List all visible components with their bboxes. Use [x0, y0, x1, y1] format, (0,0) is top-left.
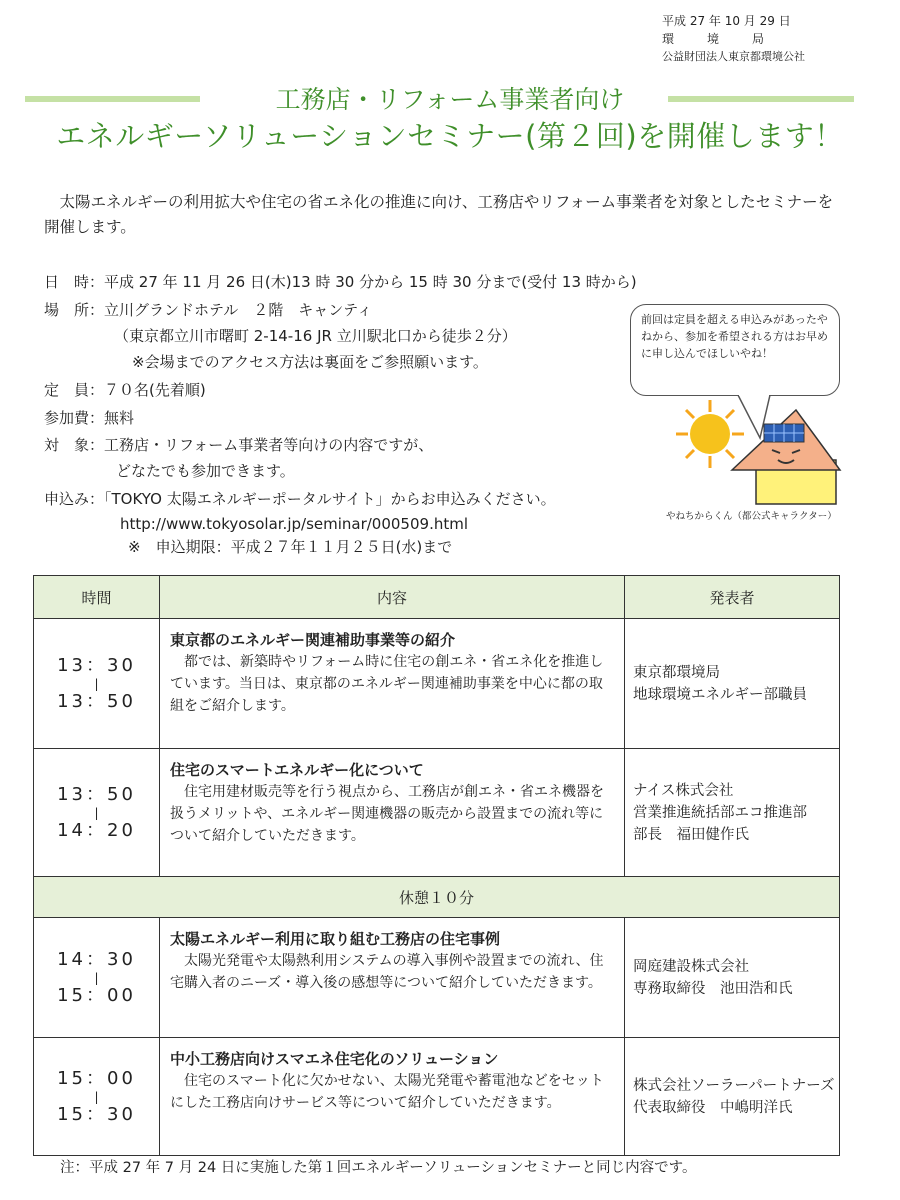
time-separator: | — [94, 805, 99, 820]
detail-apply — [44, 489, 556, 509]
presenter-name: 専務取締役 池田浩和氏 — [633, 980, 793, 997]
session-description: 住宅用建材販売等を行う視点から、工務店が創エネ・省エネ機器を扱うメリットや、エネルギー関連機器の販売から設置までの流れ等について紹介していただきます。 — [170, 784, 604, 844]
session-description: 太陽光発電や太陽熱利用システムの導入事例や設置までの流れ、住宅購入者のニーズ・導入後の感想等について紹介していただきます。 — [170, 953, 604, 991]
content-cell — [160, 918, 625, 1038]
start-time: 13：30 — [57, 654, 136, 676]
sun-icon — [676, 400, 744, 468]
detail-fee — [44, 408, 134, 428]
detail-datetime — [44, 272, 637, 292]
end-time: 15：00 — [57, 984, 136, 1006]
title-line-1: 工務店・リフォーム事業者向け — [275, 85, 625, 114]
presenter-org: 株式会社ソーラーパートナーズ — [633, 1077, 835, 1094]
session-description: 都では、新築時やリフォーム時に住宅の創エネ・省エネ化を推進しています。当日は、東京都のエネルギー関連補助事業を中心に都の取組をご紹介します。 — [170, 654, 604, 714]
datetime-label: 日 時： — [44, 273, 105, 291]
detail-venue — [44, 300, 372, 320]
table-row — [34, 918, 840, 1038]
start-time: 15：00 — [57, 1067, 136, 1089]
organization-name: 公益財団法人東京都環境公社 — [662, 50, 805, 63]
fee-label: 参加費： — [44, 409, 105, 427]
datetime-value: 平成 27 年 11 月 26 日(木)13 時 30 分から 15 時 30 分まで(受付 13 時から) — [104, 273, 637, 291]
content-cell — [160, 749, 625, 877]
session-topic: 中小工務店向けスマエネ住宅化のソリューション — [170, 1050, 499, 1068]
detail-target — [44, 435, 433, 455]
time-separator: | — [94, 1089, 99, 1104]
header-time: 時間 — [34, 576, 160, 619]
content-cell — [160, 619, 625, 749]
detail-capacity — [44, 380, 206, 400]
end-time: 14：20 — [57, 819, 136, 841]
session-topic: 住宅のスマートエネルギー化について — [170, 761, 424, 779]
session-description: 住宅のスマート化に欠かせない、太陽光発電や蓄電池などをセットにした工務店向けサービス等について紹介していただきます。 — [170, 1073, 604, 1111]
time-separator: | — [94, 676, 99, 691]
department-name: 環境局 — [662, 32, 798, 46]
presenter-cell — [625, 918, 840, 1038]
presenter-cell — [625, 619, 840, 749]
presenter-dept: 営業推進統括部エコ推進部 — [633, 804, 807, 821]
presenter-cell — [625, 1038, 840, 1156]
apply-url-link[interactable]: http://www.tokyosolar.jp/seminar/000509.html — [120, 515, 469, 533]
presenter-org: 東京都環境局 — [633, 664, 720, 681]
time-cell — [34, 1038, 160, 1156]
apply-value: 「TOKYO 太陽エネルギーポータルサイト」からお申込みください。 — [104, 490, 556, 508]
issue-date: 平成 27 年 10 月 29 日 — [662, 14, 791, 28]
header-presenter: 発表者 — [625, 576, 840, 619]
table-row — [34, 619, 840, 749]
venue-value: 立川グランドホテル ２階 キャンティ — [104, 301, 373, 319]
break-row — [34, 877, 840, 918]
fee-value: 無料 — [104, 409, 135, 427]
break-label: 休憩１０分 — [34, 877, 840, 918]
presenter-name: 代表取締役 中嶋明洋氏 — [633, 1099, 793, 1116]
target-label: 対 象： — [44, 436, 105, 454]
mascot-illustration — [672, 392, 842, 512]
house-icon — [732, 410, 840, 504]
time-cell — [34, 918, 160, 1038]
time-cell — [34, 749, 160, 877]
time-separator: | — [94, 970, 99, 985]
capacity-value: ７０名(先着順) — [104, 381, 206, 399]
mascot-caption: やねちからくん（都公式キャラクター） — [666, 511, 837, 522]
session-topic: 東京都のエネルギー関連補助事業等の紹介 — [170, 631, 456, 649]
presenter-org: 岡庭建設株式会社 — [633, 958, 749, 975]
venue-note: ※会場までのアクセス方法は裏面をご参照願います。 — [132, 353, 488, 371]
presenter-org: ナイス株式会社 — [633, 782, 734, 799]
venue-label: 場 所： — [44, 301, 105, 319]
apply-label: 申込み： — [44, 490, 105, 508]
title-line-2: エネルギーソリューションセミナー(第２回)を開催します！ — [56, 119, 844, 153]
start-time: 14：30 — [57, 948, 136, 970]
speech-bubble: 前回は定員を超える申込みがあったやねから、参加を希望される方はお早めに申し込んでほしいやね！ — [630, 304, 840, 396]
apply-deadline: ※ 申込期限：平成２７年１１月２５日(水)まで — [128, 538, 453, 556]
header-content: 内容 — [160, 576, 625, 619]
target-line-1: 工務店・リフォーム事業者等向けの内容ですが、 — [104, 436, 434, 454]
time-cell — [34, 619, 160, 749]
issuer-block — [662, 12, 832, 66]
schedule-table — [33, 575, 840, 1156]
table-header-row — [34, 576, 840, 619]
start-time: 13：50 — [57, 783, 136, 805]
end-time: 15：30 — [57, 1103, 136, 1125]
venue-address: （東京都立川市曙町 2-14-16 JR 立川駅北口から徒歩２分） — [114, 327, 517, 345]
end-time: 13：50 — [57, 690, 136, 712]
content-cell — [160, 1038, 625, 1156]
presenter-name: 部長 福田健作氏 — [633, 826, 749, 843]
presenter-name: 地球環境エネルギー部職員 — [633, 686, 807, 703]
table-row — [34, 1038, 840, 1156]
footnote: 注：平成 27 年 7 月 24 日に実施した第１回エネルギーソリューションセミナーと同じ内容です。 — [60, 1160, 697, 1176]
intro-paragraph: 太陽エネルギーの利用拡大や住宅の省エネ化の推進に向け、工務店やリフォーム事業者を対象としたセミナーを開催します。 — [44, 193, 834, 236]
presenter-cell — [625, 749, 840, 877]
capacity-label: 定 員： — [44, 381, 105, 399]
session-topic: 太陽エネルギー利用に取り組む工務店の住宅事例 — [170, 930, 501, 948]
table-row — [34, 749, 840, 877]
target-line-2: どなたでも参加できます。 — [116, 462, 295, 480]
